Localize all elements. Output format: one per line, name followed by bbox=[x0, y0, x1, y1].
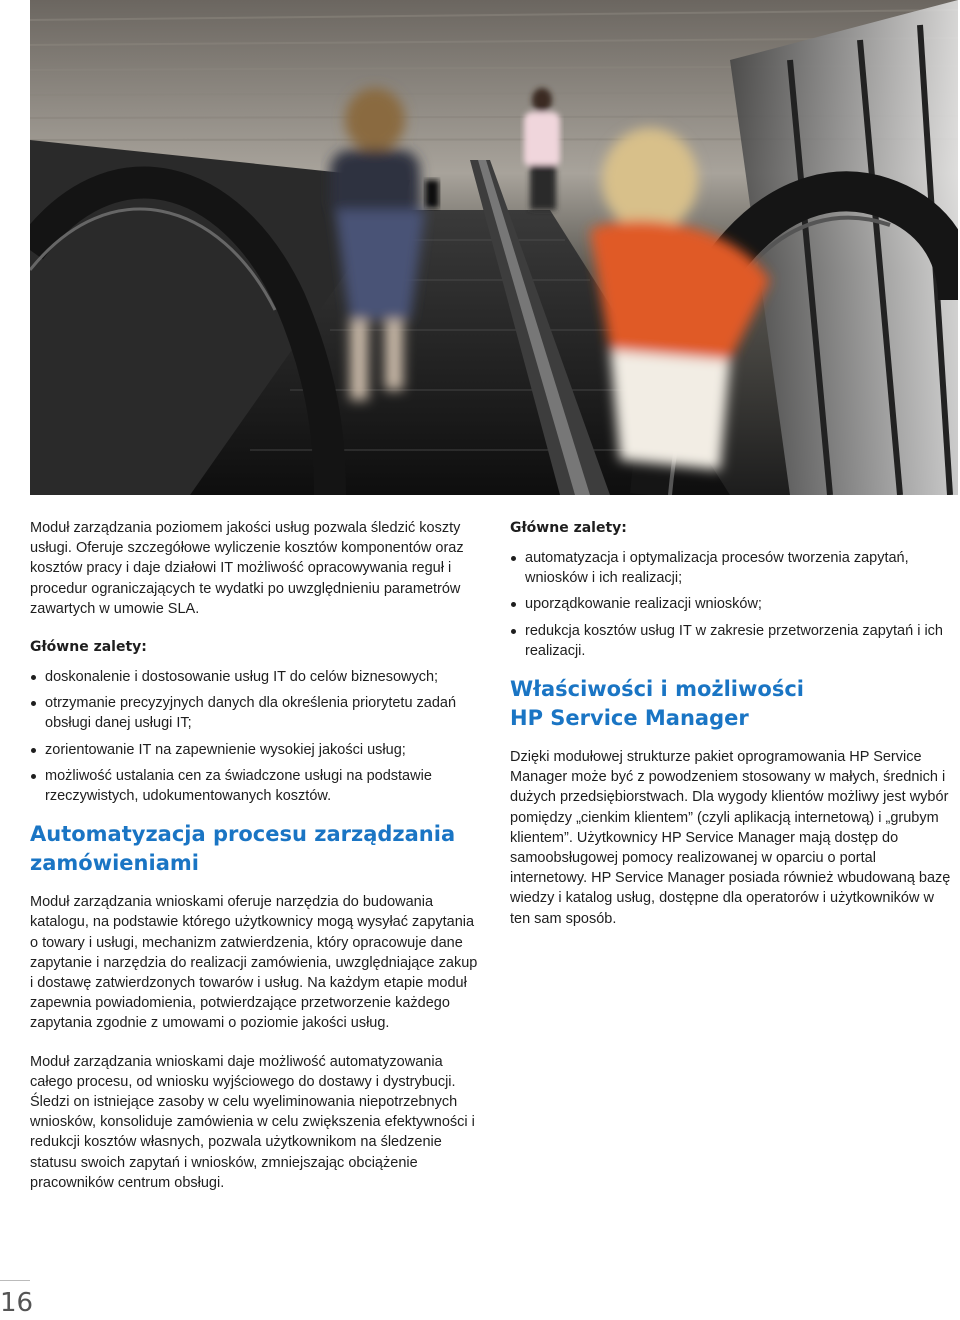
list-item: doskonalenie i dostosowanie usług IT do celów biznesowych; bbox=[30, 667, 480, 687]
bullet-icon bbox=[31, 675, 36, 680]
hero-photo bbox=[30, 0, 958, 495]
list-item: uporządkowanie realizacji wniosków; bbox=[510, 594, 956, 614]
benefits-list bbox=[30, 667, 480, 806]
automation-paragraph-2: Moduł zarządzania wnioskami daje możliwość automatyzowania całego procesu, od wniosku wyjściowego do dostawy i dystrybucji. Śledzi on istniejące zasoby w celu wyeliminowania niepotrzebnych wniosków, konsoliduje zamówienia w celu zwiększenia efektywności i redukcji kosztów własnych, pozwala użytkownikom na śledzenie statusu swoich zapytań i wniosków, zmniejszając obciążenie pracowników centrum obsługi. bbox=[30, 1053, 475, 1191]
section-title-features: Właściwości i możliwości HP Service Manager bbox=[510, 677, 804, 731]
right-column bbox=[510, 518, 956, 947]
features-paragraph: Dzięki modułowej strukturze pakiet oprogramowania HP Service Manager może być z powodzeniem stosowany w małych, średnich i dużych przedsiębiorstwach. Dla wygody klientów możliwy jest wybór pomiędzy „cienkim klientem” (czyli aplikacją internetową) i „grubym klientem”. Użytkownicy HP Service Manager mają dostęp do samoobsługowej pomocy realizowanej w oparciu o portal internetowy. HP Service Manager posiada również wbudowaną bazę wiedzy i katalog usług, dostępne dla operatorów i użytkowników w ten sam sposób. bbox=[510, 749, 951, 927]
benefits-heading: Główne zalety: bbox=[30, 639, 147, 656]
bullet-icon bbox=[31, 748, 36, 753]
list-item: redukcja kosztów usług IT w zakresie przetworzenia zapytań i ich realizacji. bbox=[510, 621, 956, 661]
automation-paragraph-1: Moduł zarządzania wnioskami oferuje narzędzia do budowania katalogu, na podstawie którego użytkownicy mogą wysyłać zapytania o towary i usługi, mechanizm zatwierdzenia, który opracowuje dane zapytanie i narzędzia do realizacji zamówienia, uwzględniające zakup i dostawę zatwierdzonych towarów i usług. Na każdym etapie moduł zapewnia powiadomienia, potwierdzające przetworzenie każdego zapytania zgodnie z umowami o poziomie jakości usług. bbox=[30, 894, 478, 1032]
intro-paragraph: Moduł zarządzania poziomem jakości usług pozwala śledzić koszty usługi. Oferuje szczegółowe wyliczenie kosztów komponentów oraz kosztów pracy i daje działowi IT możliwość opracowywania reguł i procedur ograniczających te wydatki po uwzględnieniu parametrów zawartych w umowie SLA. bbox=[30, 520, 464, 617]
bullet-icon bbox=[511, 629, 516, 634]
bullet-icon bbox=[511, 556, 516, 561]
bullet-icon bbox=[511, 602, 516, 607]
bullet-icon bbox=[31, 701, 36, 706]
bullet-icon bbox=[31, 774, 36, 779]
list-item: zorientowanie IT na zapewnienie wysokiej jakości usług; bbox=[30, 740, 480, 760]
escalator-photo-icon bbox=[30, 0, 958, 495]
benefits-list bbox=[510, 548, 956, 661]
list-item: możliwość ustalania cen za świadczone usługi na podstawie rzeczywistych, udokumentowanych kosztów. bbox=[30, 766, 480, 806]
page-number: 16 bbox=[0, 1288, 34, 1318]
left-column bbox=[30, 518, 480, 1211]
section-title-automation: Automatyzacja procesu zarządzania zamówieniami bbox=[30, 822, 456, 876]
benefits-heading: Główne zalety: bbox=[510, 520, 627, 536]
list-item: otrzymanie precyzyjnych danych dla określenia priorytetu zadań obsługi danej usługi IT; bbox=[30, 693, 480, 733]
list-item: automatyzacja i optymalizacja procesów tworzenia zapytań, wniosków i ich realizacji; bbox=[510, 548, 956, 588]
page-rule bbox=[0, 1280, 30, 1281]
